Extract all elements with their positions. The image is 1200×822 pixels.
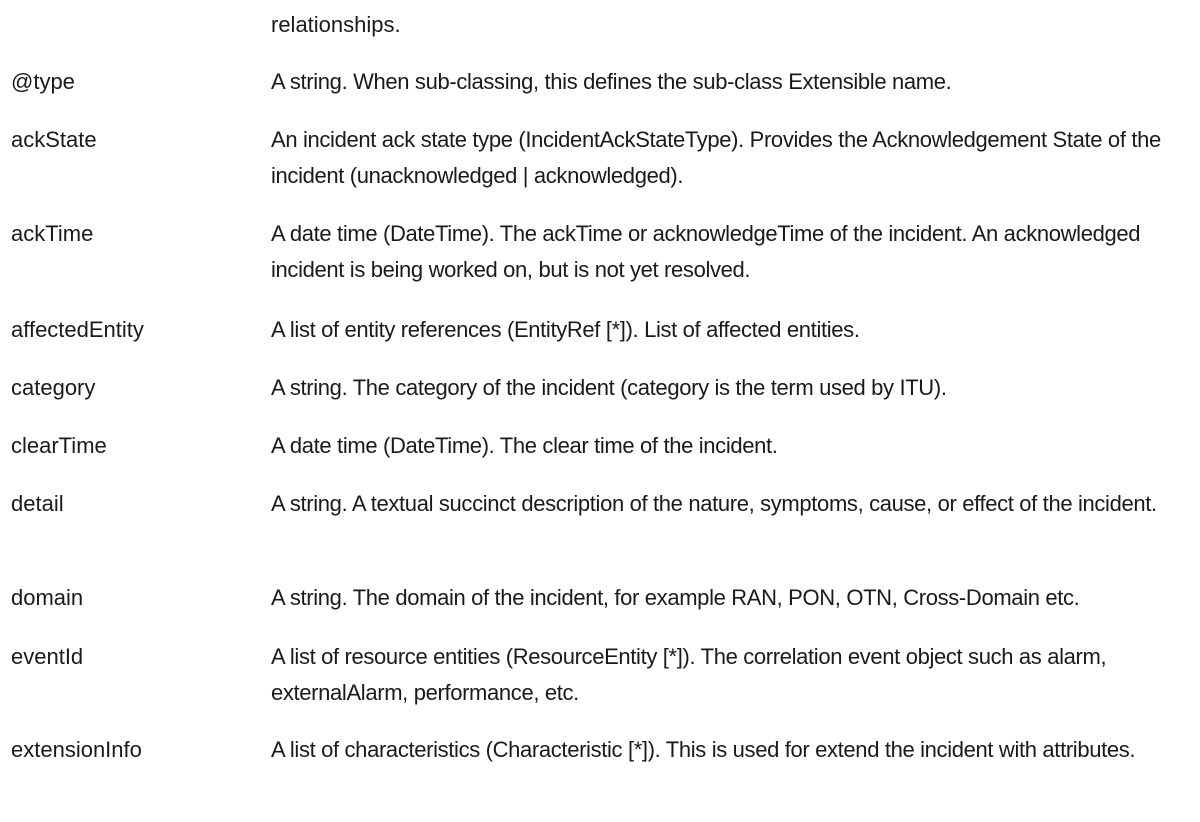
attribute-description: A list of characteristics (Characteristic [*]). This is used for extend the incident with attributes. (271, 737, 1136, 762)
attribute-description: A string. The domain of the incident, for example RAN, PON, OTN, Cross-Domain etc. (271, 585, 1080, 610)
attribute-description: A date time (DateTime). The ackTime or acknowledgeTime of the incident. An acknowledged incident is being worked on, but is not yet resolved. (271, 221, 1141, 282)
attribute-name: detail (11, 491, 64, 516)
attribute-description: An incident ack state type (IncidentAckStateType). Provides the Acknowledgement State of the incident (unacknowledged | acknowledged). (271, 127, 1161, 188)
attribute-name: ackTime (11, 221, 94, 246)
attribute-name: @type (11, 69, 75, 94)
attribute-name: clearTime (11, 433, 107, 458)
attribute-name: eventId (11, 644, 84, 669)
continuation-text: relationships. (271, 12, 401, 37)
attribute-name: extensionInfo (11, 737, 142, 762)
attribute-description: A string. The category of the incident (category is the term used by ITU). (271, 375, 947, 400)
attribute-description: A date time (DateTime). The clear time of the incident. (271, 433, 778, 458)
attribute-description: A string. A textual succinct description of the nature, symptoms, cause, or effect of the incident. (271, 491, 1157, 516)
attribute-name: affectedEntity (11, 317, 144, 342)
attribute-description: A list of resource entities (ResourceEntity [*]). The correlation event object such as alarm, externalAlarm, performance, etc. (271, 644, 1107, 705)
attribute-description: A list of entity references (EntityRef [*]). List of affected entities. (271, 317, 860, 342)
attribute-description: A string. When sub-classing, this defines the sub-class Extensible name. (271, 69, 952, 94)
attribute-name: domain (11, 585, 84, 610)
attribute-name: category (11, 375, 96, 400)
attribute-name: ackState (11, 127, 97, 152)
